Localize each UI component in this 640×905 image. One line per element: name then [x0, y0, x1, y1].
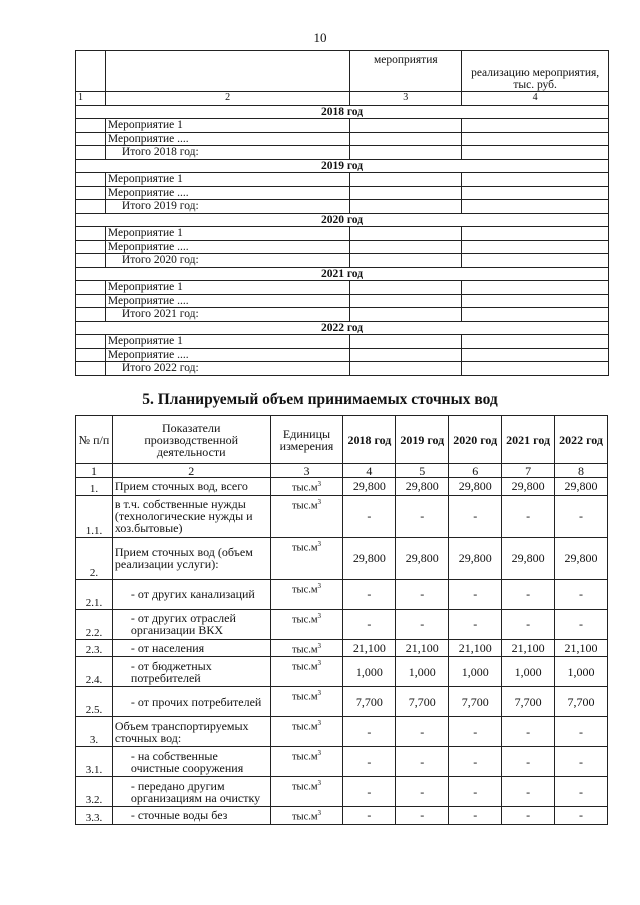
year-value: -	[555, 579, 608, 609]
year-value: -	[555, 807, 608, 825]
year-value: 21,100	[343, 639, 396, 657]
year-value: 1,000	[449, 657, 502, 687]
year-value: -	[555, 495, 608, 537]
year-value: 1,000	[396, 657, 449, 687]
year-value: -	[343, 717, 396, 747]
unit-exponent: 3	[317, 659, 322, 667]
table-row	[76, 657, 608, 687]
header-cost: реализацию мероприятия, тыс. руб.	[462, 51, 609, 92]
unit-exponent: 3	[317, 539, 322, 548]
table-row	[76, 609, 608, 639]
indicator-name: Прием сточных вод (объем реализации услуги):	[112, 537, 270, 579]
indicator-name: Прием сточных вод, всего	[112, 478, 270, 496]
total-label: Итого 2020 год:	[105, 254, 349, 268]
year-value: -	[449, 717, 502, 747]
year-value: -	[555, 777, 608, 807]
year-value: 7,700	[343, 687, 396, 717]
unit-label: тыс.м	[291, 584, 318, 595]
table-row	[76, 537, 608, 579]
header-units: Единицы измерения	[270, 416, 343, 464]
unit-label: тыс.м	[291, 721, 318, 733]
year-label: 2018 год	[76, 105, 609, 119]
year-value: -	[449, 807, 502, 825]
row-number: 3.1.	[76, 747, 113, 777]
year-value: 29,800	[343, 537, 396, 579]
indicator-name: Объем транспортируемых сточных вод:	[112, 717, 270, 747]
row-number: 3.2.	[76, 777, 113, 807]
unit-cell	[270, 747, 343, 777]
table-row	[76, 495, 608, 537]
year-row	[76, 213, 609, 227]
unit-label: тыс.м	[291, 614, 318, 625]
unit-exponent: 3	[317, 497, 322, 506]
measure-name: Мероприятие ....	[105, 294, 349, 308]
year-value: -	[343, 495, 396, 537]
measure-row	[76, 281, 609, 295]
header-year-2022: 2022 год	[555, 416, 608, 464]
year-value: -	[396, 495, 449, 537]
unit-cell	[270, 639, 343, 657]
header-indicators: Показатели производственной деятельности	[112, 416, 270, 464]
header-year-2021: 2021 год	[502, 416, 555, 464]
year-value: 21,100	[502, 639, 555, 657]
measure-row	[76, 240, 609, 254]
unit-cell	[270, 579, 343, 609]
year-label: 2019 год	[76, 159, 609, 173]
measure-name: Мероприятие ....	[105, 240, 349, 254]
year-value: -	[396, 747, 449, 777]
indicator-name: - от бюджетных потребителей	[112, 657, 270, 687]
total-label: Итого 2021 год:	[105, 308, 349, 322]
row-number: 2.4.	[76, 657, 113, 687]
table-row	[76, 747, 608, 777]
table-row	[76, 687, 608, 717]
page-number: 10	[313, 30, 327, 45]
unit-label: тыс.м	[291, 661, 318, 673]
row-number: 1.1.	[76, 495, 113, 537]
unit-label: тыс.м	[291, 691, 318, 703]
indicator-name: - сточные воды без	[112, 807, 270, 825]
unit-label: тыс.м	[291, 644, 318, 655]
indicator-name: - от других канализаций	[112, 579, 270, 609]
unit-exponent: 3	[317, 611, 322, 620]
row-number: 3.	[76, 717, 113, 747]
measure-row	[76, 132, 609, 146]
wastewater-volume-table	[75, 415, 608, 825]
unit-exponent: 3	[317, 809, 322, 817]
total-row	[76, 200, 609, 214]
row-number: 3.3.	[76, 807, 113, 825]
year-value: 21,100	[449, 639, 502, 657]
total-label: Итого 2022 год:	[105, 362, 349, 376]
section-title: 5. Планируемый объем принимаемых сточных вод	[142, 391, 498, 408]
indicator-name: - передано другим организациям на очистку	[112, 777, 270, 807]
header-year-2019: 2019 год	[396, 416, 449, 464]
unit-cell	[270, 717, 343, 747]
year-value: -	[343, 747, 396, 777]
measure-name: Мероприятие ....	[105, 348, 349, 362]
total-row	[76, 362, 609, 376]
column-number-row: 1 2 3 4	[76, 92, 609, 106]
total-row	[76, 254, 609, 268]
year-value: 29,800	[343, 478, 396, 496]
header-number: № п/п	[76, 416, 113, 464]
year-value: -	[396, 579, 449, 609]
year-value: -	[343, 777, 396, 807]
year-value: -	[396, 609, 449, 639]
table-row	[76, 639, 608, 657]
year-value: -	[449, 609, 502, 639]
unit-label: тыс.м	[291, 500, 318, 511]
year-value: -	[449, 495, 502, 537]
year-value: 29,800	[502, 478, 555, 496]
total-label: Итого 2019 год:	[105, 200, 349, 214]
row-number: 2.1.	[76, 579, 113, 609]
unit-exponent: 3	[317, 641, 322, 650]
year-row	[76, 321, 609, 335]
year-value: -	[396, 777, 449, 807]
year-value: 29,800	[449, 537, 502, 579]
measure-row	[76, 348, 609, 362]
unit-exponent: 3	[317, 779, 322, 787]
table-header-row	[76, 416, 608, 464]
year-value: -	[343, 609, 396, 639]
measure-row	[76, 173, 609, 187]
header-year-2020: 2020 год	[449, 416, 502, 464]
indicator-name: - на собственные очистные сооружения	[112, 747, 270, 777]
unit-cell	[270, 478, 343, 496]
unit-cell	[270, 495, 343, 537]
table-row	[76, 717, 608, 747]
year-row	[76, 159, 609, 173]
measure-row	[76, 119, 609, 133]
measure-name: Мероприятие 1	[105, 335, 349, 349]
total-label: Итого 2018 год:	[105, 146, 349, 160]
year-label: 2020 год	[76, 213, 609, 227]
unit-label: тыс.м	[291, 542, 318, 553]
year-value: -	[502, 777, 555, 807]
measure-row	[76, 335, 609, 349]
year-value: 29,800	[555, 537, 608, 579]
year-value: 29,800	[502, 537, 555, 579]
year-value: -	[449, 747, 502, 777]
table-row	[76, 579, 608, 609]
year-value: -	[502, 747, 555, 777]
year-value: -	[396, 807, 449, 825]
year-value: 1,000	[555, 657, 608, 687]
year-value: 29,800	[449, 478, 502, 496]
table-row	[76, 478, 608, 496]
measure-row	[76, 186, 609, 200]
unit-label: тыс.м	[291, 482, 318, 494]
year-value: 7,700	[396, 687, 449, 717]
table-row	[76, 807, 608, 825]
measures-table	[75, 50, 609, 376]
measure-name: Мероприятие 1	[105, 119, 349, 133]
year-value: 7,700	[502, 687, 555, 717]
unit-exponent: 3	[317, 719, 322, 727]
year-value: -	[449, 777, 502, 807]
row-number: 2.2.	[76, 609, 113, 639]
unit-exponent: 3	[317, 581, 322, 590]
year-value: -	[502, 495, 555, 537]
indicator-name: в т.ч. собственные нужды (технологические нужды и хоз.бытовые)	[112, 495, 270, 537]
year-value: -	[555, 747, 608, 777]
year-value: 7,700	[449, 687, 502, 717]
year-value: 1,000	[502, 657, 555, 687]
row-number: 2.	[76, 537, 113, 579]
row-number: 2.3.	[76, 639, 113, 657]
total-row	[76, 308, 609, 322]
unit-cell	[270, 777, 343, 807]
unit-exponent: 3	[317, 480, 322, 488]
year-value: -	[502, 609, 555, 639]
indicator-name: - от других отраслей организации ВКХ	[112, 609, 270, 639]
unit-exponent: 3	[317, 749, 322, 757]
year-value: -	[396, 717, 449, 747]
unit-label: тыс.м	[291, 811, 318, 823]
unit-cell	[270, 537, 343, 579]
unit-label: тыс.м	[291, 751, 318, 763]
row-number: 1.	[76, 478, 113, 496]
measure-name: Мероприятие 1	[105, 173, 349, 187]
table-row	[76, 777, 608, 807]
year-value: -	[449, 579, 502, 609]
year-value: -	[343, 807, 396, 825]
header-measures: мероприятия	[350, 51, 462, 92]
column-number-row: 1 2 3 4 5 6 7 8	[76, 464, 608, 478]
year-value: 7,700	[555, 687, 608, 717]
year-value: 29,800	[555, 478, 608, 496]
measure-name: Мероприятие 1	[105, 227, 349, 241]
year-row	[76, 105, 609, 119]
year-row	[76, 267, 609, 281]
year-value: -	[343, 579, 396, 609]
year-value: -	[555, 609, 608, 639]
unit-cell	[270, 807, 343, 825]
year-value: -	[502, 717, 555, 747]
measure-name: Мероприятие ....	[105, 186, 349, 200]
measure-row	[76, 227, 609, 241]
measure-name: Мероприятие ....	[105, 132, 349, 146]
total-row	[76, 146, 609, 160]
measure-name: Мероприятие 1	[105, 281, 349, 295]
year-value: 29,800	[396, 537, 449, 579]
unit-cell	[270, 657, 343, 687]
year-value: 21,100	[555, 639, 608, 657]
measure-row	[76, 294, 609, 308]
year-value: 1,000	[343, 657, 396, 687]
unit-cell	[270, 609, 343, 639]
indicator-name: - от прочих потребителей	[112, 687, 270, 717]
row-number: 2.5.	[76, 687, 113, 717]
table-header-row	[76, 51, 609, 92]
unit-cell	[270, 687, 343, 717]
year-label: 2022 год	[76, 321, 609, 335]
year-value: 21,100	[396, 639, 449, 657]
unit-exponent: 3	[317, 689, 322, 697]
unit-label: тыс.м	[291, 781, 318, 793]
year-value: -	[555, 717, 608, 747]
year-label: 2021 год	[76, 267, 609, 281]
year-value: 29,800	[396, 478, 449, 496]
year-value: -	[502, 807, 555, 825]
year-value: -	[502, 579, 555, 609]
header-year-2018: 2018 год	[343, 416, 396, 464]
indicator-name: - от населения	[112, 639, 270, 657]
